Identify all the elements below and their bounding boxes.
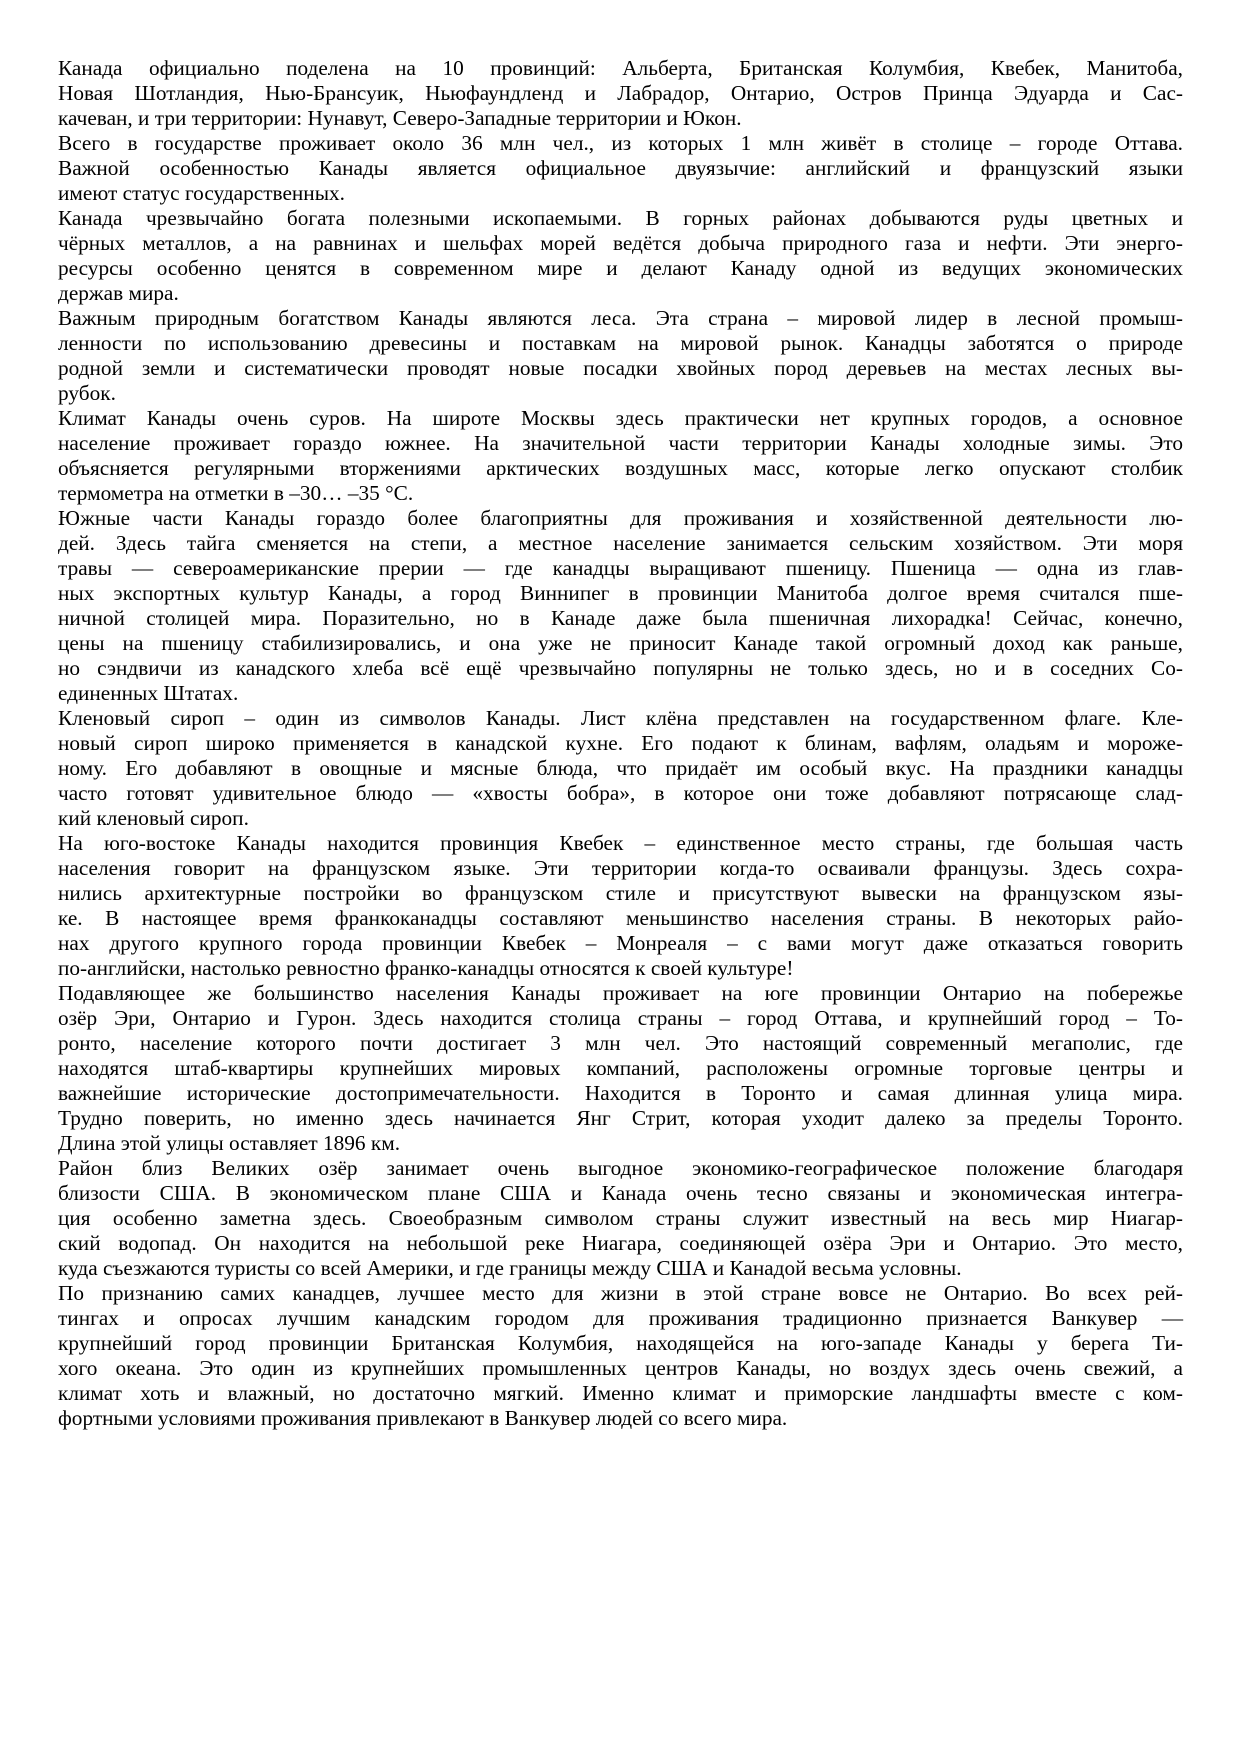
paragraph-ontario xyxy=(58,981,1183,1156)
text-line: держав мира. xyxy=(58,281,179,305)
paragraph-forests xyxy=(58,306,1183,406)
text-line: Канада чрезвычайно богата полезными ископаемыми. В горных районах добываются руды цветных и xyxy=(58,206,1183,230)
text-line: Район близ Великих озёр занимает очень выгодное экономико-географическое положение благодаря xyxy=(58,1156,1183,1180)
text-line: чёрных металлов, а на равнинах и шельфах морей ведётся добыча природного газа и нефти. Эти энерго- xyxy=(58,231,1183,255)
text-line: населения говорит на французском языке. Эти территории когда-то осваивали французы. Здесь сохра- xyxy=(58,856,1183,880)
text-line: куда съезжаются туристы со всей Америки, и где границы между США и Канадой весьма условны. xyxy=(58,1256,962,1280)
text-line: ресурсы особенно ценятся в современном мире и делают Канаду одной из ведущих экономических xyxy=(58,256,1183,280)
paragraph-vancouver xyxy=(58,1281,1183,1431)
text-line: Трудно поверить, но именно здесь начинается Янг Стрит, которая уходит далеко за пределы Торонто. xyxy=(58,1106,1183,1130)
text-line: Канада официально поделена на 10 провинций: Альберта, Британская Колумбия, Квебек, Манитоба, xyxy=(58,56,1183,80)
text-line: травы — североамериканские прерии — где канадцы выращивают пшеницу. Пшеница — одна из глав- xyxy=(58,556,1183,580)
text-line: хого океана. Это один из крупнейших промышленных центров Канады, но воздух здесь очень свежий, а xyxy=(58,1356,1183,1380)
text-line: кий кленовый сироп. xyxy=(58,806,249,830)
text-line: дей. Здесь тайга сменяется на степи, а местное население занимается сельским хозяйством. Эти моря xyxy=(58,531,1183,555)
text-line: новый сироп широко применяется в канадской кухне. Его подают к блинам, вафлям, оладьям и мороже- xyxy=(58,731,1183,755)
paragraph-population xyxy=(58,131,1183,206)
text-line: ке. В настоящее время франкоканадцы составляют меньшинство населения страны. В некоторых райо- xyxy=(58,906,1183,930)
paragraph-climate xyxy=(58,406,1183,506)
text-line: по-английски, настолько ревностно франко-канадцы относятся к своей культуре! xyxy=(58,956,794,980)
text-line: Климат Канады очень суров. На широте Москвы здесь практически нет крупных городов, а основное xyxy=(58,406,1183,430)
text-line: но сэндвичи из канадского хлеба всё ещё чрезвычайно популярны не только здесь, но и в соседних Со- xyxy=(58,656,1183,680)
text-line: Важной особенностью Канады является официальное двуязычие: английский и французский языки xyxy=(58,156,1183,180)
text-line: ция особенно заметна здесь. Своеобразным символом страны служит известный на весь мир Ниагар- xyxy=(58,1206,1183,1230)
text-line: население проживает гораздо южнее. На значительной части территории Канады холодные зимы. Это xyxy=(58,431,1183,455)
paragraph-south-wheat xyxy=(58,506,1183,706)
text-line: единенных Штатах. xyxy=(58,681,239,705)
text-line: родной земли и систематически проводят новые посадки хвойных пород деревьев на местах лесных вы- xyxy=(58,356,1183,380)
text-line: нах другого крупного города провинции Квебек – Монреаля – с вами могут даже отказаться говорить xyxy=(58,931,1183,955)
paragraph-quebec xyxy=(58,831,1183,981)
text-line: часто готовят удивительное блюдо — «хвосты бобра», в которое они тоже добавляют потрясающе слад- xyxy=(58,781,1183,805)
paragraph-provinces xyxy=(58,56,1183,131)
text-line: На юго-востоке Канады находится провинция Квебек – единственное место страны, где большая часть xyxy=(58,831,1183,855)
text-line: ский водопад. Он находится на небольшой реке Ниагара, соединяющей озёра Эри и Онтарио. Это место, xyxy=(58,1231,1183,1255)
text-line: объясняется регулярными вторжениями арктических воздушных масс, которые легко опускают столбик xyxy=(58,456,1183,480)
text-line: ленности по использованию древесины и поставкам на мировой рынок. Канадцы заботятся о природе xyxy=(58,331,1183,355)
paragraph-minerals xyxy=(58,206,1183,306)
text-line: тингах и опросах лучшим канадским городом для проживания традиционно признается Ванкувер — xyxy=(58,1306,1183,1330)
text-line: ных экспортных культур Канады, а город Виннипег в провинции Манитоба долгое время считался пше- xyxy=(58,581,1183,605)
text-line: ничной столицей мира. Поразительно, но в Канаде даже была пшеничная лихорадка! Сейчас, конечно, xyxy=(58,606,1183,630)
text-line: Подавляющее же большинство населения Канады проживает на юге провинции Онтарио на побережье xyxy=(58,981,1183,1005)
text-line: имеют статус государственных. xyxy=(58,181,345,205)
text-line: рубок. xyxy=(58,381,116,405)
text-line: качеван, и три территории: Нунавут, Северо-Западные территории и Юкон. xyxy=(58,106,742,130)
text-line: термометра на отметки в –30… –35 °С. xyxy=(58,481,414,505)
text-line: озёр Эри, Онтарио и Гурон. Здесь находится столица страны – город Оттава, и крупнейший город – То- xyxy=(58,1006,1183,1030)
text-line: ронто, население которого почти достигает 3 млн чел. Это настоящий современный мегаполис, где xyxy=(58,1031,1183,1055)
text-line: Кленовый сироп – один из символов Канады. Лист клёна представлен на государственном флаге. Кле- xyxy=(58,706,1183,730)
paragraph-maple-syrup xyxy=(58,706,1183,831)
text-line: находятся штаб-квартиры крупнейших мировых компаний, расположены огромные торговые центры и xyxy=(58,1056,1183,1080)
text-line: цены на пшеницу стабилизировались, и она уже не приносит Канаде такой огромный доход как раньше, xyxy=(58,631,1183,655)
text-line: нились архитектурные постройки во французском стиле и присутствуют вывески на французском язы- xyxy=(58,881,1183,905)
text-line: важнейшие исторические достопримечательности. Находится в Торонто и самая длинная улица мира. xyxy=(58,1081,1183,1105)
document-page xyxy=(58,56,1183,1431)
paragraph-great-lakes xyxy=(58,1156,1183,1281)
text-line: климат хоть и влажный, но достаточно мягкий. Именно климат и приморские ландшафты вместе с ком- xyxy=(58,1381,1183,1405)
text-line: крупнейший город провинции Британская Колумбия, находящейся на юго-западе Канады у берега Ти- xyxy=(58,1331,1183,1355)
text-line: близости США. В экономическом плане США и Канада очень тесно связаны и экономическая интегра- xyxy=(58,1181,1183,1205)
text-line: фортными условиями проживания привлекают в Ванкувер людей со всего мира. xyxy=(58,1406,788,1430)
text-line: Важным природным богатством Канады являются леса. Эта страна – мировой лидер в лесной промыш- xyxy=(58,306,1183,330)
text-line: Длина этой улицы оставляет 1896 км. xyxy=(58,1131,401,1155)
text-line: Южные части Канады гораздо более благоприятны для проживания и хозяйственной деятельности лю- xyxy=(58,506,1183,530)
text-line: ному. Его добавляют в овощные и мясные блюда, что придаёт им особый вкус. На праздники канадцы xyxy=(58,756,1183,780)
text-line: Всего в государстве проживает около 36 млн чел., из которых 1 млн живёт в столице – городе Оттава. xyxy=(58,131,1183,155)
text-line: По признанию самих канадцев, лучшее место для жизни в этой стране вовсе не Онтарио. Во всех рей- xyxy=(58,1281,1183,1305)
text-line: Новая Шотландия, Нью-Брансуик, Ньюфаундленд и Лабрадор, Онтарио, Остров Принца Эдуарда и Сас- xyxy=(58,81,1183,105)
